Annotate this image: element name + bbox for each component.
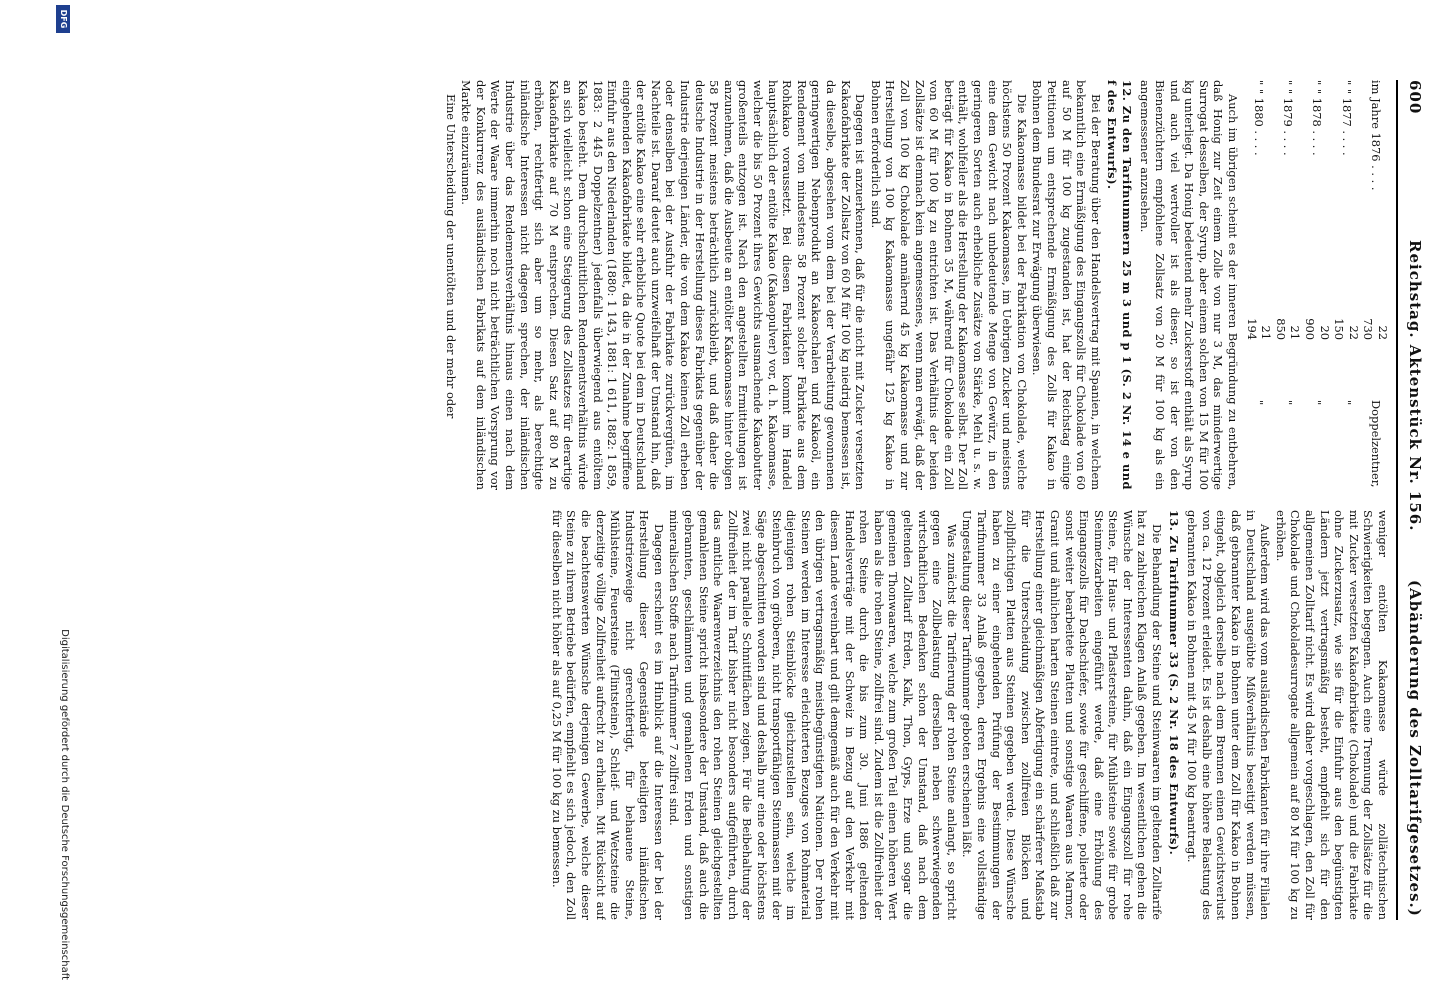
table-unit: Doppelzentner,: [1368, 400, 1383, 488]
table-unit: ": [1281, 400, 1296, 406]
page-title: Reichstag. Aktenstück Nr. 156.: [1406, 240, 1424, 532]
table-row: [1273, 80, 1302, 490]
page-number: 600: [1406, 80, 1424, 115]
import-table: [1244, 80, 1390, 490]
left-column: [80, 80, 1390, 490]
table-unit: ": [1310, 400, 1325, 406]
digitization-note: Digitalisierung gefördert durch die Deutsche Forschungsgemeinschaft: [59, 629, 70, 980]
table-year: im Jahre 1876 . . . .: [1368, 80, 1383, 191]
paragraph: Was zunächst die Tarifierung der rohen Steine anlangt, so spricht gegen eine Zollbelastung derselben neben schwerwiegenden wirtschaftlichen Bedenken schon der Umstand, daß nach dem geltenden Zolltarif Erden, Kalk, Thon, Gyps, Erze und sogar die gemeinen Thonwaaren, welche zum großen Teil einen höheren Wert haben als die rohen Steine, zollfrei sind. Zudem ist die Zollfreiheit der rohen Steine durch die bis zum 30. Juni 1886 geltenden Handelsverträge mit der Schweiz in Bezug auf den Verkehr mit diesem Lande vereinbart und gilt demgemäß auch für den Verkehr mit den übrigen vertragsmäßig meistbegünstigten Nationen. Der rohen Steinen werden im Interesse erleichterten Bezuges von Rohmaterial diejenigen rohen Steinblöcke gleichzustellen sein, welche im Steinbruch von gröberen, nicht transportfähigen Steinmassen mit der Säge abgeschnitten worden sind und deshalb nur eine oder höchstens zwei nicht parallele Schnittflächen zeigen. Für die Beibehaltung der Zollfreiheit der im Tarif bisher nicht besonders aufgeführten, durch das amtliche Waarenverzeichnis den rohen Steinen gleichgestellten gemahlenen Steine spricht insbesondere der Umstand, daß auch die gebrannten, geschlämmten und gemahlenen Erden und sonstigen mineralischen Stoffe nach Tarifnummer 7 zollfrei sind.: [667, 510, 959, 920]
table-year: " " 1879 . . . .: [1281, 80, 1296, 156]
table-unit: ": [1339, 400, 1354, 406]
paragraph: Die Kakaomasse bildet bei der Fabrikation von Chokolade, welche höchstens 50 Prozent Kakaomasse, im Uebrigen Zucker und meistens eine dem Gewicht nach unbedeutende Menge von Gewürz, in den geringeren Sorten auch erhebliche Zusätze von Stärke, Mehl u. s. w. enthält, wohlfeiler als die Herstellung der Kakaomasse selbst. Der Zoll beträgt für Kakao in Bohnen 35 M, während für Chokolade ein Zoll von 60 M für 100 kg zu entrichten ist. Das Verhältnis der beiden Zollsätze ist demnach kein angemessenes, wenn man erwägt, daß der Zoll von 100 kg Chokolade annähernd 45 kg Kakaomasse und zur Herstellung von 100 kg Kakaomasse ungefähr 125 kg Kakao in Bohnen erforderlich sind.: [868, 80, 1029, 490]
page-subtitle: (Abänderung des Zolltarifgesetzes.): [1406, 580, 1424, 917]
paragraph: Dagegen erscheint es im Hinblick auf die Interessen der bei der Herstellung dieser Gegenstände beteiligten inländischen Industriezweige nicht gerechtfertigt, für behauene Steine, Mühlsteine, Feuersteine (Flintsteine), Schleif- und Wetzsteine die derzeitige völlige Zollfreiheit aufrecht zu erhalten. Mit Rücksicht auf die beachtenswerten Wünsche derjenigen Gewerbe, welche dieser Steine zu ihrem Betriebe bedürfen, empfiehlt es sich jedoch, den Zoll für dieselben nicht höher als auf 0,25 M für 100 kg zu bemessen.: [549, 510, 666, 920]
table-value: 21 194: [1244, 318, 1274, 340]
paragraph: weniger entölten Kakaomasse würde zollätechnischen Schwierigkeiten begegnen. Auch eine Trennung der Zollsätze für die mit Zucker versetzten Kakaofabrikate (Chokolade) und die Fabrikate ohne Zuckerzusatz, wie sie für die Einfuhr aus den begünstigten Ländern jetzt vertragsmäßig besteht, empfiehlt sich für den allgemeinen Zolltarif nicht. Es wird daher vorgeschlagen, den Zoll für Chokolade und Chokoladesurrogate allgemein auf 80 M für 100 kg zu erhöhen.: [1273, 510, 1390, 920]
paragraph: Dagegen ist anzuerkennen, daß für die nicht mit Zucker versetzten Kakaofabrikate der Zollsatz von 60 M für 100 kg niedrig bemessen ist, da dieselbe, abgesehen vom dem bei der Verarbeitung gewonnenen geringwertigen Nebenprodukt an Kakaoschalen und Kakaoöl, ein Rendement von mindestens 58 Prozent solcher Fabrikate aus dem Rohkakao voraussetzt. Bei diesen Fabrikaten kommt im Handel hauptsächlich der entölte Kakao (Kakaopulver) vor, d. h. Kakaomasse, welcher die bis 50 Prozent ihres Gewichts ausmachende Kakaobutter großenteils entzogen ist. Nach den angestellten Ermittelungen ist anzunehmen, daß die Ausbeute an entölter Kakaomasse hinter obigen 58 Prozent meistens beträchtlich zurückbleibt, und daß daher die deutsche Industrie in der Herstellung dieses Fabrikats gegenüber der Industrie derjenigen Länder, die von dem Kakao keinen Zoll erheben oder denselben bei der Ausfuhr der Fabrikate zurückvergüten, im Nachteile ist. Darauf deutet auch unzweifelhaft der Umstand hin, daß der entölte Kakao eine sehr erhebliche Quote bei dem in Deutschland eingehenden Kakaofabrikate bildet, da die in der Zunahme begriffene Einfuhr aus den Niederlanden (1880: 1 143, 1881: 1 611, 1882: 1 859, 1883: 2 445 Doppelzentner) jedenfalls überwiegend aus entöltem Kakao besteht. Dem durchschnittlichen Rendementsverhältnis würde an sich vielleicht schon eine Steigerung des Zollsatzes für derartige Kakaofabrikate auf 70 M entsprechen. Diesen Satz auf 80 M zu erhöhen, rechtfertigt sich aber um so mehr, als berechtigte inländische Interessen nicht dagegen sprechen, der inländischen Industrie über das Rendementsverhältnis hinaus einen nach dem Werte der Waare immerhin noch nicht beträchtlichen Vorsprung vor der Konkurrenz des ausländischen Fabrikats auf dem inländischen Markte einzuräumen.: [459, 80, 868, 490]
paragraph: Auch im übrigen scheint es der inneren Begründung zu entbehren, daß Honig zur Zeit einem Zolle von nur 3 M, das minderwertige Surrogat desselben, der Syrup, aber einem solchen von 15 M für 100 kg unterliegt. Da Honig bedeutend mehr Zuckerstoff enthält als Syrup und auch viel wertvoller ist als dieser, so ist der von den Bienenzüchtern empfohlene Zollsatz von 20 M für 100 kg als ein angemessener anzusehen.: [1138, 80, 1241, 490]
paragraph: Außerdem wird das vom ausländischen Fabrikanten für ihre Filialen in Deutschland ausgeübte Mißverhältnis beseitigt werden müssen, daß gebrannter Kakao in Bohnen unter dem Zoll für Kakao in Bohnen eingeht, obgleich derselbe nach dem Brennen einen Gewichtsverlust von ca. 12 Prozent erleidet. Es ist deshalb eine höhere Belastung des gebrannten Kakao in Bohnen mit 45 M für 100 kg beantragt.: [1185, 510, 1273, 920]
table-row: [1244, 80, 1273, 490]
table-year: " " 1878 . . . .: [1310, 80, 1325, 156]
paragraph: Eine Unterscheidung der unentölten und der mehr oder: [443, 94, 458, 419]
page-header: [1400, 0, 1432, 1000]
table-unit: ": [1251, 400, 1266, 406]
right-column: [80, 510, 1390, 920]
dfg-logo: DFG: [56, 5, 70, 33]
table-year: " " 1880 . . . .: [1251, 80, 1266, 156]
paragraph: Die Behandlung der Steine und Steinwaaren im geltenden Zolltarife hat zu zahlreichen Klagen Anlaß gegeben. Im wesentlichen gehen die Wünsche der Interessenten dahin, daß ein Eingangszoll für rohe Steine, für Haus- und Pflastersteine, für Mühlsteine sowie für grobe Steinmetzarbeiten eingeführt werde, daß eine Erhöhung des Eingangszolls für Dachschiefer, sowie für geschliffene, polierte oder sonst weiter bearbeitete Platten und sonstige Waaren aus Marmor, Granit und ähnlichen harten Steinen eintrete, und schließlich daß zur Herstellung einer gleichmäßigen Abfertigung ein schärferer Maßstab für die Unterscheidung zwischen zollfreien Blöcken und zollpflichtigen Platten aus Steinen gegeben werde. Diese Wünsche haben zu einer eingehenden Prüfung der Bestimmungen der Tarifnummer 33 Anlaß gegeben, deren Ergebnis eine vollständige Umgestaltung dieser Tarifnummer geboten erscheinen läßt.: [960, 510, 1165, 920]
section-heading-13: 13. Zu Tarifnummer 33 (S. 2 Nr. 18 des Entwurfs).: [1166, 510, 1181, 856]
section-heading-12: 12. Zu den Tarifnummern 25 m 3 und p 1 (S. 2 Nr. 14 e und f des Entwurfs).: [1105, 80, 1134, 490]
header-rule: [1396, 80, 1398, 920]
table-row: [1332, 80, 1361, 490]
table-value: 22 730: [1361, 318, 1390, 340]
table-value: 21 850: [1273, 318, 1303, 340]
paragraph: Bei der Beratung über den Handelsvertrag mit Spanien, in welchem bekanntlich eine Ermäßigung des Eingangszolls für Chokolade von 60 auf 50 M für 100 kg zugestanden ist, hat der Reichstag einige Petitionen um entsprechende Ermäßigung des Zolls für Kakao in Bohnen dem Bundesrat zur Erwägung überwiesen.: [1030, 80, 1103, 490]
table-row: [1302, 80, 1331, 490]
table-row: [1361, 80, 1390, 490]
table-value: 22 150: [1332, 318, 1361, 340]
table-year: " " 1877 . . . .: [1339, 80, 1354, 156]
table-value: 20 900: [1303, 318, 1332, 340]
